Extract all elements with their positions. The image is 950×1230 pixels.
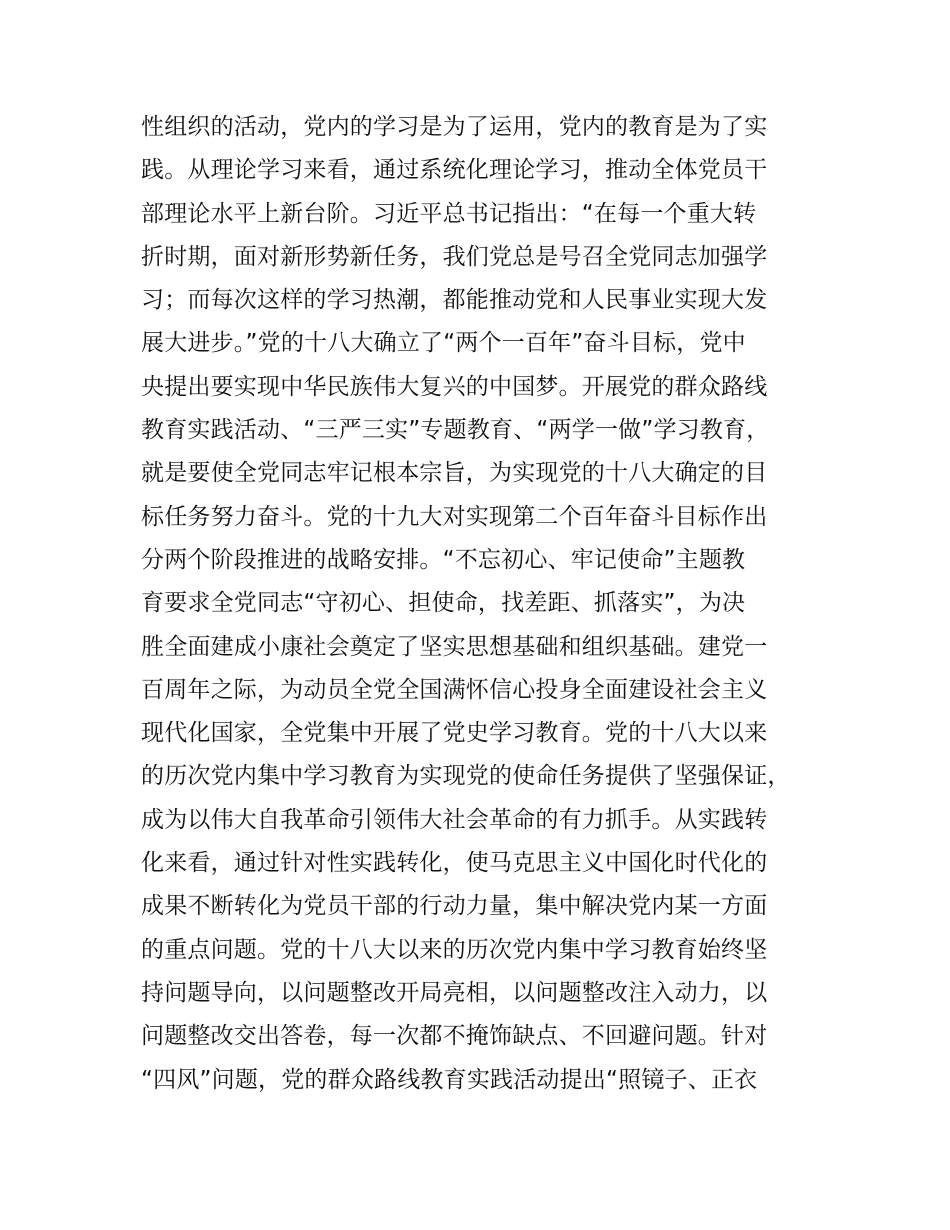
text-line: 育要求全党同志“守初心、担使命，找差距、抓落实”，为决 <box>141 590 746 617</box>
text-line: 的重点问题。党的十八大以来的历次党内集中学习教育始终坚 <box>141 936 768 963</box>
text-line: 折时期，面对新形势新任务，我们党总是号召全党同志加强学 <box>141 243 768 270</box>
text-line: 央提出要实现中华民族伟大复兴的中国梦。开展党的群众路线 <box>141 373 768 400</box>
body-text <box>141 106 841 1102</box>
text-line: 百周年之际，为动员全党全国满怀信心投身全面建设社会主义 <box>141 676 768 703</box>
text-line: 习；而每次这样的学习热潮，都能推动党和人民事业实现大发 <box>141 287 768 314</box>
text-line: 问题整改交出答卷，每一次都不掩饰缺点、不回避问题。针对 <box>141 1023 768 1050</box>
text-line: 现代化国家，全党集中开展了党史学习教育。党的十八大以来 <box>141 720 768 747</box>
text-line: 持问题导向，以问题整改开局亮相，以问题整改注入动力，以 <box>141 979 768 1006</box>
text-line: 分两个阶段推进的战略安排。“不忘初心、牢记使命”主题教 <box>141 546 746 573</box>
text-line: 部理论水平上新台阶。习近平总书记指出：“在每一个重大转 <box>141 200 757 227</box>
text-line: 践。从理论学习来看，通过系统化理论学习，推动全体党员干 <box>141 157 768 184</box>
text-line: 性组织的活动，党内的学习是为了运用，党内的教育是为了实 <box>141 114 768 140</box>
text-line: 教育实践活动、“三严三实”专题教育、“两学一做”学习教育， <box>141 417 770 444</box>
text-line: 的历次党内集中学习教育为实现党的使命任务提供了坚强保证， <box>141 763 791 790</box>
text-line: 成为以伟大自我革命引领伟大社会革命的有力抓手。从实践转 <box>141 806 768 833</box>
text-line: 化来看，通过针对性实践转化，使马克思主义中国化时代化的 <box>141 850 768 877</box>
text-line: 就是要使全党同志牢记根本宗旨，为实现党的十八大确定的目 <box>141 460 768 487</box>
text-line: 胜全面建成小康社会奠定了坚实思想基础和组织基础。建党一 <box>141 633 768 660</box>
text-line: 展大进步。”党的十八大确立了“两个一百年”奋斗目标，党中 <box>141 330 746 357</box>
text-line: 标任务努力奋斗。党的十九大对实现第二个百年奋斗目标作出 <box>141 503 768 530</box>
text-line: 成果不断转化为党员干部的行动力量，集中解决党内某一方面 <box>141 893 768 920</box>
text-line: “四风”问题，党的群众路线教育实践活动提出“照镜子、正衣 <box>141 1066 758 1093</box>
